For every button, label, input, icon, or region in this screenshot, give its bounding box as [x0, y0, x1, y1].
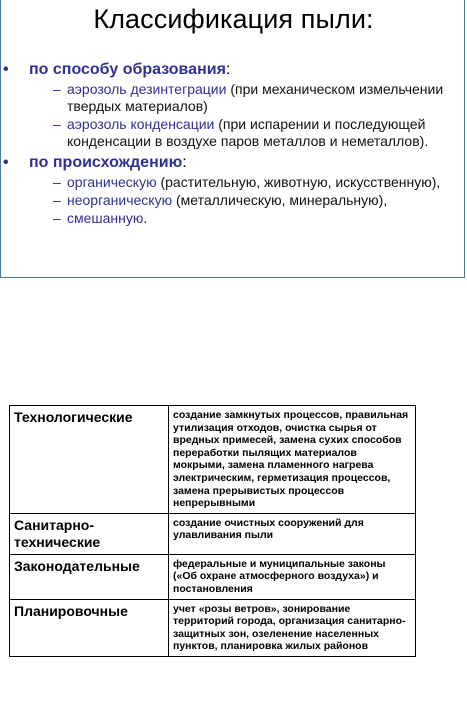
bullet-dot-icon: •: [3, 61, 9, 78]
bullet-heading: • по способу образования:: [3, 61, 231, 78]
sub-item: – органическую (растительную, животную, искусственную),: [53, 174, 441, 190]
table-row: [10, 599, 416, 656]
bullet-dot-icon: •: [3, 154, 9, 171]
group-formation: [3, 60, 459, 150]
dash-icon: –: [53, 81, 61, 97]
category-cell: Законодательные: [10, 554, 169, 599]
table-row: [10, 554, 416, 599]
category-cell: Планировочные: [10, 599, 169, 656]
description-cell: создание замкнутых процессов, правильная утилизация отходов, очистка сырья от вредных примесей, замена сухих способов переработки пылящих материалов мокрыми, замена пламенного нагрева электрическим, герметизация процессов, замена прерывистых процессов непрерывными: [169, 406, 416, 514]
dash-icon: –: [53, 210, 61, 226]
group-origin: [3, 153, 459, 227]
description-cell: федеральные и муниципальные законы («Об охране атмосферного воздуха») и постановления: [169, 554, 416, 599]
dash-icon: –: [53, 174, 61, 190]
table-row: [10, 513, 416, 554]
bullet-list: [3, 60, 459, 227]
description-cell: учет «розы ветров», зонирование территорий города, организация санитарно-защитных зон, озеленение населенных пунктов, планировка жилых районов: [169, 599, 416, 656]
category-cell: Санитарно-технические: [10, 513, 169, 554]
dash-icon: –: [53, 192, 61, 208]
category-cell: Технологические: [10, 406, 169, 514]
sub-item: – аэрозоль конденсации (при испарении и последующей конденсации в воздухе паров металлов и неметаллов).: [53, 116, 429, 149]
dash-icon: –: [53, 116, 61, 132]
sub-item: – аэрозоль дезинтеграции (при механическом измельчении твердых материалов): [53, 81, 444, 114]
table-row: [10, 406, 416, 514]
classification-slide: [0, 0, 465, 278]
bullet-heading: • по происхождению:: [3, 154, 187, 171]
sub-item: – неорганическую (металлическую, минеральную),: [53, 192, 388, 208]
description-cell: создание очистных сооружений для улавливания пыли: [169, 513, 416, 554]
sub-item: – смешанную.: [53, 210, 148, 226]
dust-control-measures-table: [9, 405, 416, 657]
slide-title: Классификация пыли:: [93, 4, 374, 34]
